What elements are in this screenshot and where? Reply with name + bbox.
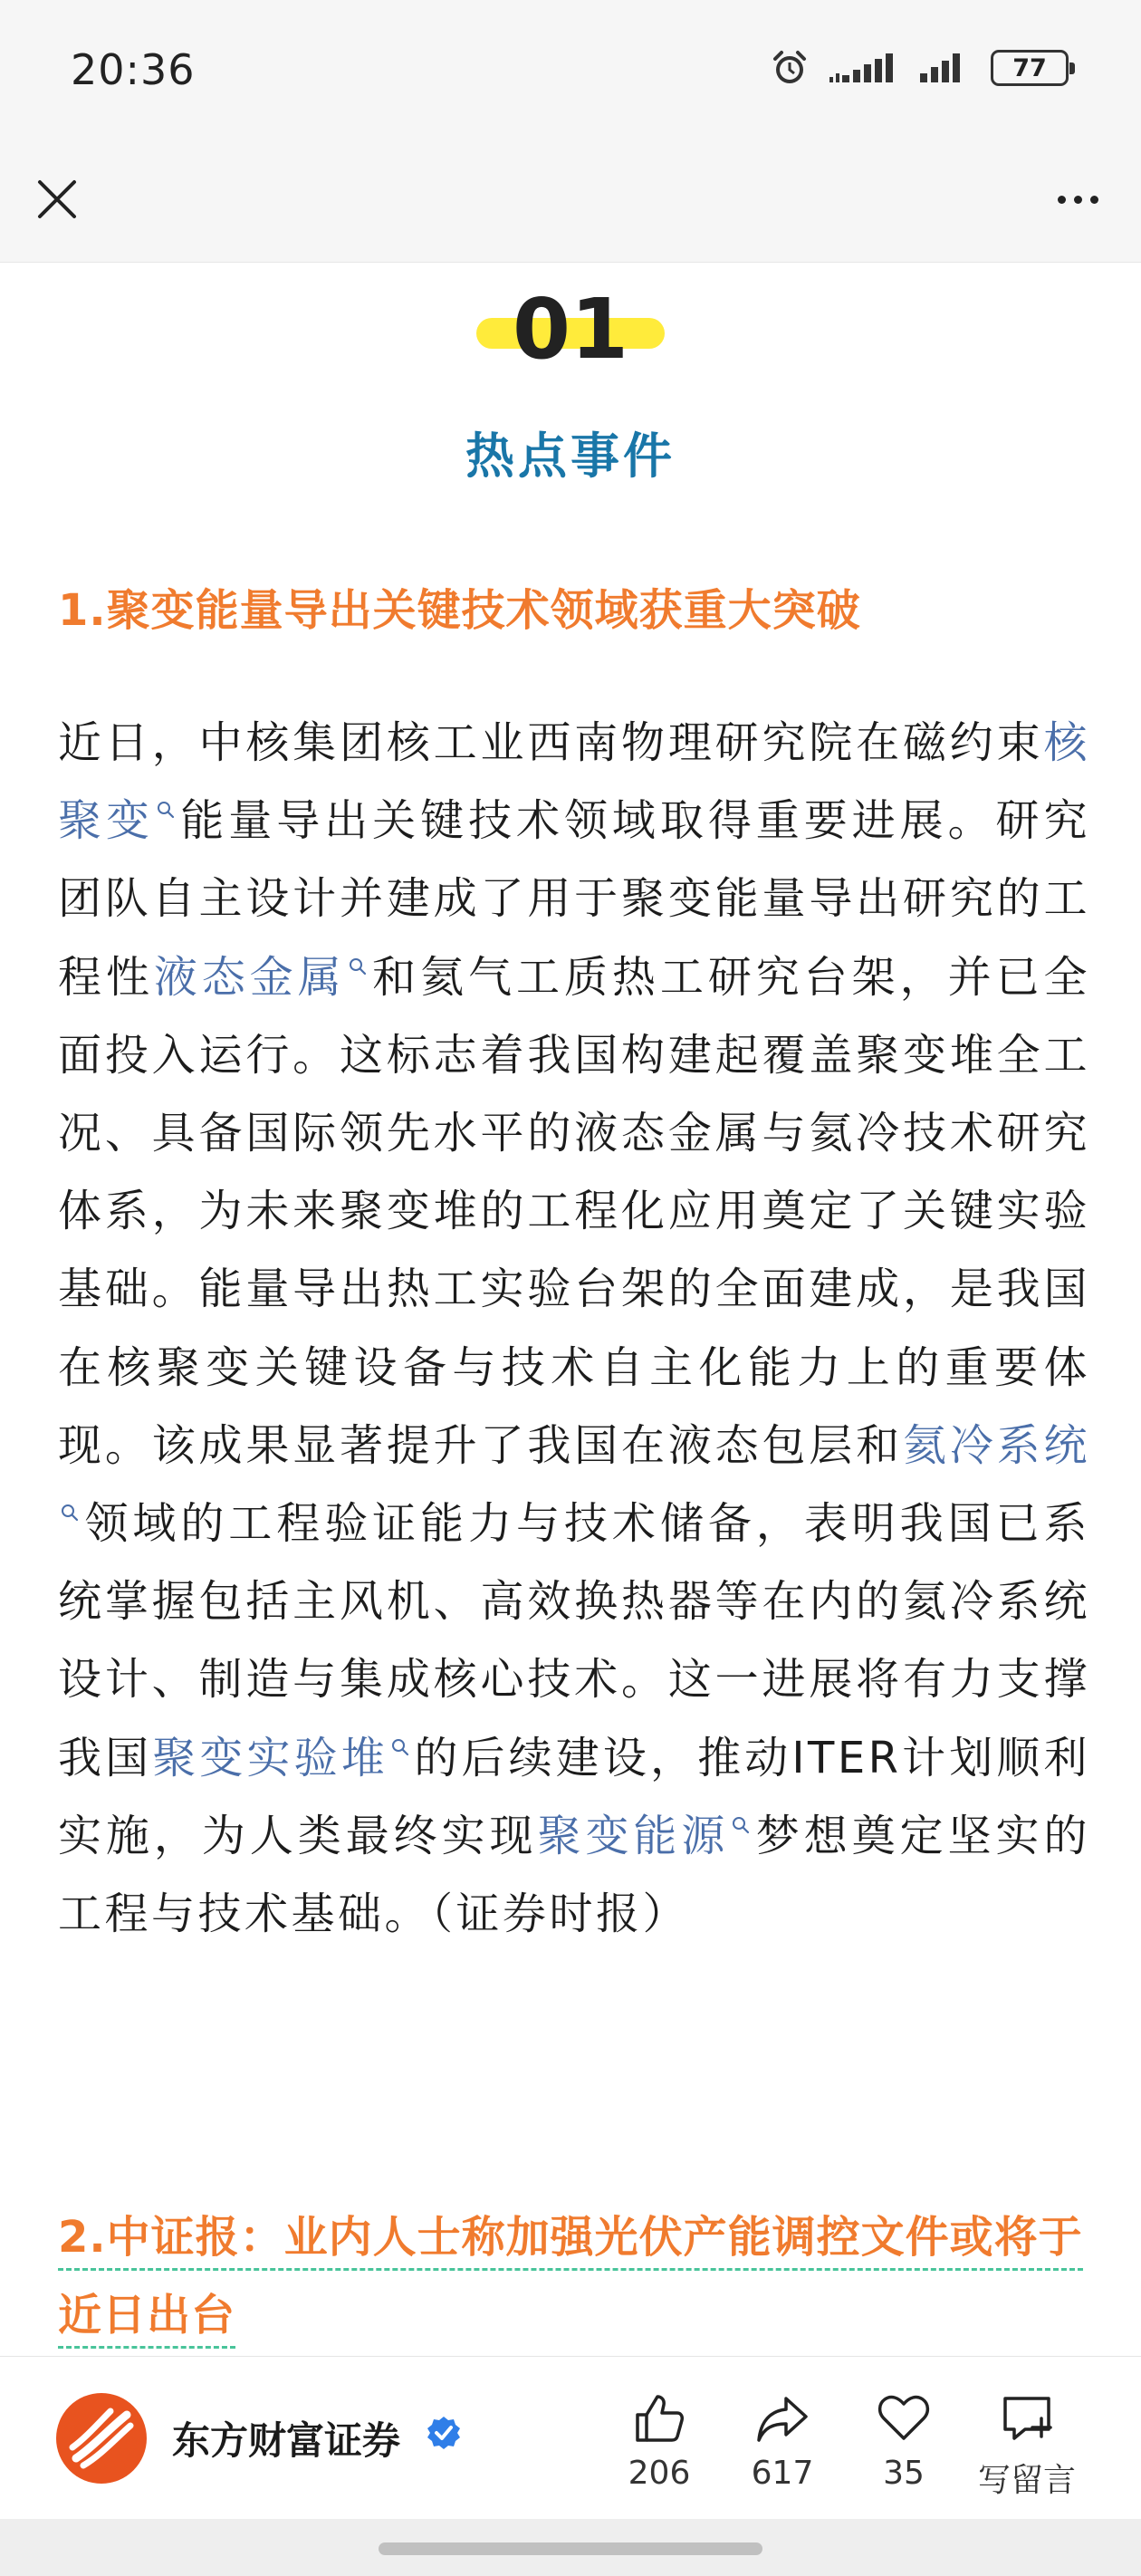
nav-bar — [0, 136, 1141, 263]
alarm-icon — [770, 48, 810, 88]
author-logo-icon — [56, 2393, 147, 2484]
keyword-link[interactable]: 氦冷系统 — [902, 1419, 1090, 1471]
status-time: 20:36 — [71, 45, 196, 94]
battery-icon: 77 — [991, 50, 1069, 86]
more-options-button[interactable] — [1041, 168, 1114, 231]
keyword-link[interactable]: 液态金属 — [153, 951, 346, 1003]
home-indicator[interactable] — [379, 2542, 762, 2555]
news-body-1 — [58, 704, 1090, 1953]
signal-strength-icon-1 — [829, 50, 900, 86]
bottom-action-bar — [0, 2356, 1141, 2519]
write-comment-label: 写留言 — [977, 2462, 1076, 2499]
news-heading-2-text[interactable]: 2.中证报：业内人士称加强光伏产能调控文件或将于近日出台 — [58, 2212, 1083, 2349]
share-button[interactable] — [728, 2389, 837, 2498]
keyword-search-icon[interactable] — [60, 1503, 80, 1523]
body-text: 近日，中核集团核工业西南物理研究院在磁约束 — [58, 717, 1044, 768]
comment-add-icon — [998, 2389, 1056, 2447]
favorite-count: 35 — [883, 2455, 925, 2492]
author-avatar[interactable] — [56, 2393, 147, 2484]
more-dots-icon — [1058, 196, 1066, 204]
body-text: 领域的工程验证能力与技术储备，表明我国已系统掌握包括主风机、高效换热器等在内的氦冷系统设计、制造与集成核心技术。这一进展将有力支撑我国 — [58, 1498, 1090, 1783]
like-count: 206 — [628, 2455, 691, 2492]
keyword-search-icon[interactable] — [156, 800, 176, 820]
keyword-search-icon[interactable] — [731, 1815, 751, 1835]
section-number — [0, 280, 1141, 380]
favorite-button[interactable] — [849, 2389, 958, 2498]
signal-strength-icon-2 — [920, 50, 971, 86]
status-icons — [770, 47, 1069, 89]
keyword-link[interactable]: 核聚变 — [58, 717, 1090, 847]
system-navigation-area — [0, 2519, 1141, 2576]
like-button[interactable] — [605, 2389, 714, 2498]
close-icon — [36, 178, 78, 220]
keyword-link[interactable]: 聚变实验堆 — [152, 1732, 388, 1783]
share-arrow-icon — [753, 2389, 811, 2447]
keyword-link[interactable]: 聚变能源 — [537, 1810, 730, 1861]
status-bar — [0, 0, 1141, 136]
close-button[interactable] — [25, 168, 89, 231]
verified-icon — [426, 2415, 462, 2455]
news-heading-1: 1.聚变能量导出关键技术领域获重大突破 — [58, 585, 861, 636]
section-number-text: 01 — [512, 281, 629, 378]
keyword-search-icon[interactable] — [348, 956, 368, 976]
body-text: 能量导出关键技术领域取得重要进展。研究团队自主设计并建成了用于聚变能量导出研究的工程性 — [58, 795, 1090, 1003]
thumbs-up-icon — [630, 2389, 688, 2447]
keyword-search-icon[interactable] — [390, 1737, 410, 1757]
article-content[interactable] — [0, 264, 1141, 2356]
body-text: 和氦气工质热工研究台架，并已全面投入运行。这标志着我国构建起覆盖聚变堆全工况、具备国际领先水平的液态金属与氦冷技术研究体系，为未来聚变堆的工程化应用奠定了关键实验基础。能量导出热工实验台架的全面建成，是我国在核聚变关键设备与技术自主化能力上的重要体现。该成果显著提升了我国在液态包层和 — [58, 951, 1090, 1471]
news-heading-2[interactable] — [58, 2198, 1090, 2354]
share-count: 617 — [751, 2455, 814, 2492]
write-comment-button[interactable] — [973, 2389, 1081, 2498]
section-title: 热点事件 — [465, 428, 676, 485]
heart-icon — [875, 2389, 933, 2447]
author-name[interactable]: 东方财富证券 — [172, 2418, 401, 2463]
body-text: 的后续建设，推动ITER计划顺利实施，为人类最终实现 — [58, 1732, 1090, 1861]
body-text: 梦想奠定坚实的工程与技术基础。（证券时报） — [58, 1810, 1090, 1940]
